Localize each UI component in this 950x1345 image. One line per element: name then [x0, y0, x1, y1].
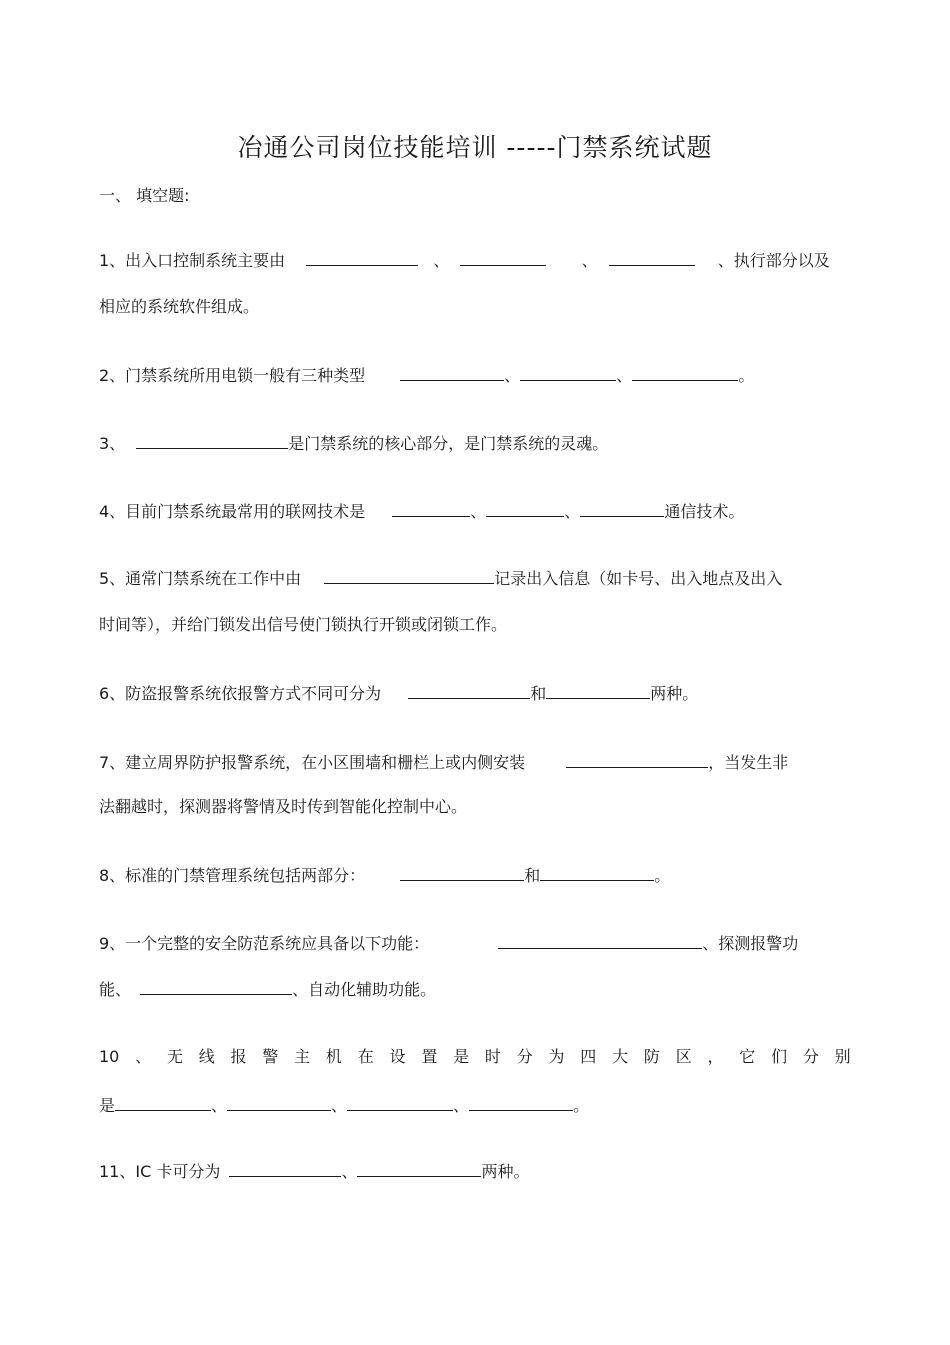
q5-text: 5、通常门禁系统在工作中由	[99, 569, 302, 588]
q7-blank-1	[566, 751, 708, 768]
q10-char: 、	[135, 1047, 152, 1066]
question-5-line-1	[99, 567, 782, 590]
q10-blank-4	[469, 1094, 573, 1111]
question-7-line-1	[99, 751, 788, 774]
q4-blank-3	[580, 500, 664, 517]
page-title: 冶通公司岗位技能培训 -----门禁系统试题	[237, 133, 713, 162]
q10-char: 区	[675, 1047, 692, 1066]
q10-char: 警	[262, 1047, 279, 1066]
q10-blank-3	[347, 1094, 453, 1111]
q1-sep-1: 、	[433, 251, 450, 270]
q2-blank-2	[520, 364, 616, 381]
q9-text: 9、一个完整的安全防范系统应具备以下功能：	[99, 934, 430, 953]
q10-char: 防	[643, 1047, 660, 1066]
q4-blank-1	[392, 500, 470, 517]
q10-char: 机	[325, 1047, 342, 1066]
question-4	[99, 500, 744, 523]
q10-text: 是	[99, 1096, 116, 1115]
q1-text: 1、出入口控制系统主要由	[99, 251, 286, 270]
q10-char: 分	[516, 1047, 533, 1066]
q10-char: 四	[580, 1047, 597, 1066]
q7-text: 7、建立周界防护报警系统，在小区围墙和栅栏上或内侧安装	[99, 753, 526, 772]
q1-sep-2: 、	[581, 251, 598, 270]
q10-char: 大	[612, 1047, 629, 1066]
q10-sep-1: 、	[211, 1096, 228, 1115]
q2-sep-1: 、	[504, 366, 521, 385]
q9-text-tail: 、探测报警功	[702, 934, 799, 953]
q3-text-tail: 是门禁系统的核心部分，是门禁系统的灵魂。	[288, 434, 609, 453]
q10-char: 在	[357, 1047, 374, 1066]
q10-char: 10	[99, 1047, 120, 1066]
q1-text-tail: 、执行部分以及	[717, 251, 830, 270]
q10-sep-3: 、	[453, 1096, 470, 1115]
q11-blank-1	[229, 1160, 341, 1177]
q10-sep-2: 、	[331, 1096, 348, 1115]
q6-text-tail: 两种。	[650, 684, 699, 703]
q4-text-tail: 通信技术。	[664, 502, 745, 521]
q10-blank-1	[115, 1094, 211, 1111]
q7-text-tail: ，当发生非	[708, 753, 789, 772]
q11-text: 11、IC 卡可分为	[99, 1162, 221, 1181]
q3-blank-1	[136, 432, 288, 449]
q9-text-3: 、自动化辅助功能。	[292, 980, 437, 999]
q11-blank-2	[357, 1160, 481, 1177]
q9-blank-1	[498, 932, 702, 949]
question-9-line-2	[99, 978, 436, 1001]
q6-blank-2	[546, 682, 650, 699]
q10-blank-2	[227, 1094, 331, 1111]
q2-blank-1	[400, 364, 504, 381]
question-8	[99, 864, 670, 887]
q10-char: ，	[707, 1047, 724, 1066]
question-5-line-2: 时间等），并给门锁发出信号使门锁执行开锁或闭锁工作。	[99, 615, 508, 634]
q10-char: 线	[198, 1047, 215, 1066]
q8-blank-2	[540, 864, 654, 881]
q10-end: 。	[573, 1096, 590, 1115]
q10-char: 它	[739, 1047, 756, 1066]
q6-blank-1	[408, 682, 530, 699]
q10-char: 置	[421, 1047, 438, 1066]
q8-mid: 和	[524, 866, 541, 885]
q4-sep-2: 、	[564, 502, 581, 521]
q1-blank-3	[609, 249, 695, 266]
q8-end: 。	[654, 866, 671, 885]
q4-blank-2	[486, 500, 564, 517]
question-9-line-1	[99, 932, 798, 955]
section-heading: 一、 填空题:	[99, 186, 190, 205]
question-7-line-2: 法翻越时，探测器将警情及时传到智能化控制中心。	[99, 797, 468, 816]
q2-blank-3	[632, 364, 738, 381]
question-10-line-1	[99, 1046, 851, 1068]
q10-char: 为	[548, 1047, 565, 1066]
question-2	[99, 364, 754, 387]
q10-char: 分	[802, 1047, 819, 1066]
q2-sep-2: 、	[616, 366, 633, 385]
q10-char: 是	[453, 1047, 470, 1066]
question-1-line-2: 相应的系统软件组成。	[99, 297, 260, 316]
q2-text: 2、门禁系统所用电锁一般有三种类型	[99, 366, 366, 385]
q2-end: 。	[738, 366, 755, 385]
q10-char: 主	[294, 1047, 311, 1066]
q4-sep-1: 、	[470, 502, 487, 521]
q9-text-2: 能、	[99, 980, 132, 999]
q10-char: 设	[389, 1047, 406, 1066]
question-6	[99, 682, 698, 705]
question-3	[99, 432, 608, 455]
q10-char: 无	[166, 1047, 183, 1066]
q6-text: 6、防盗报警系统依报警方式不同可分为	[99, 684, 382, 703]
q1-blank-1	[306, 249, 418, 266]
q10-char: 别	[834, 1047, 851, 1066]
question-1-line-1	[99, 249, 830, 272]
q10-char: 报	[230, 1047, 247, 1066]
q10-char: 时	[484, 1047, 501, 1066]
q11-text-tail: 两种。	[481, 1162, 530, 1181]
q4-text: 4、目前门禁系统最常用的联网技术是	[99, 502, 366, 521]
q5-text-tail: 记录出入信息（如卡号、出入地点及出入	[494, 569, 783, 588]
q6-mid: 和	[530, 684, 547, 703]
q5-blank-1	[324, 567, 494, 584]
q1-blank-2	[460, 249, 546, 266]
question-10-line-2	[99, 1094, 589, 1117]
q10-char: 们	[771, 1047, 788, 1066]
q3-text: 3、	[99, 434, 126, 453]
q8-text: 8、标准的门禁管理系统包括两部分：	[99, 866, 366, 885]
q8-blank-1	[400, 864, 524, 881]
q9-blank-2	[140, 978, 292, 995]
question-11	[99, 1160, 529, 1183]
q11-sep: 、	[341, 1162, 358, 1181]
